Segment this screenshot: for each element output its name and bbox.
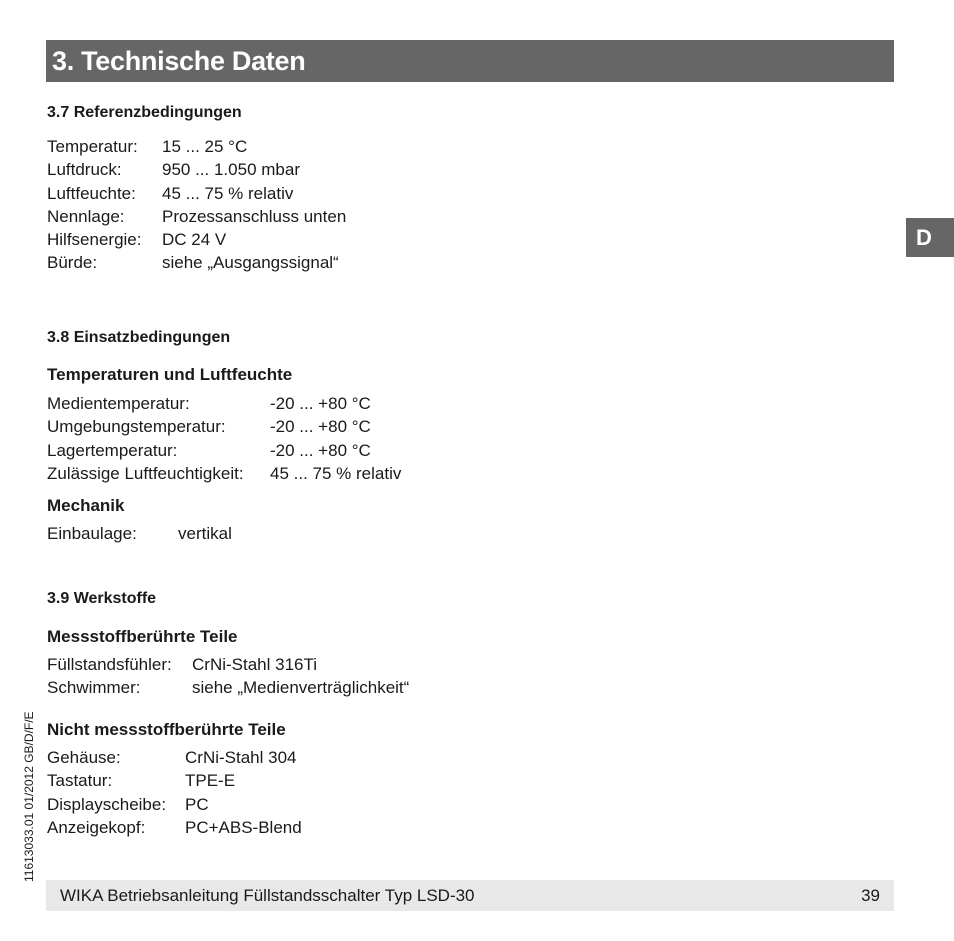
spec-row (47, 522, 232, 545)
language-tab-de[interactable]: D (906, 218, 954, 257)
spec-key: Füllstandsfühler: (47, 655, 172, 674)
spec-key: Displayscheibe: (47, 794, 167, 814)
section-title-3-8: 3.8 Einsatzbedingungen (47, 329, 231, 346)
spec-value: CrNi-Stahl 316Ti (192, 655, 318, 674)
spec-value: 45 ... 75 % relativ (270, 463, 402, 483)
spec-key: Schwimmer: (47, 678, 141, 698)
spec-row (47, 182, 346, 205)
spec-row (47, 415, 401, 438)
spec-key: Medientemperatur: (47, 394, 190, 413)
spec-value: siehe „Ausgangssignal“ (162, 253, 339, 273)
subsection-title-wetted-parts: Messstoffberührte Teile (47, 627, 238, 646)
subsection-title-temperatures: Temperaturen und Luftfeuchte (47, 365, 293, 384)
subsection-title-mechanics: Mechanik (47, 496, 125, 515)
spec-value: 15 ... 25 °C (162, 137, 248, 156)
spec-row (47, 769, 302, 792)
spec-value: -20 ... +80 °C (270, 394, 371, 413)
section-title-3-7: 3.7 Referenzbedingungen (47, 104, 242, 121)
spec-value: PC (185, 794, 209, 814)
spec-value: Prozessanschluss unten (162, 206, 347, 226)
spec-value: CrNi-Stahl 304 (185, 748, 297, 767)
spec-key: Gehäuse: (47, 748, 121, 767)
section-title-3-9: 3.9 Werkstoffe (47, 590, 157, 607)
document-code: 11613033.01 01/2012 GB/D/F/E (22, 711, 36, 882)
spec-key: Luftdruck: (47, 160, 122, 180)
spec-value: TPE-E (185, 771, 236, 791)
spec-row (47, 158, 346, 181)
spec-key: Umgebungstemperatur: (47, 417, 226, 437)
footer (46, 880, 894, 911)
spec-key: Lagertemperatur: (47, 440, 178, 460)
spec-key: Einbaulage: (47, 524, 137, 543)
reference-conditions-list (47, 135, 346, 275)
spec-value: -20 ... +80 °C (270, 440, 371, 460)
spec-key: Nennlage: (47, 206, 125, 226)
spec-key: Temperatur: (47, 137, 138, 156)
spec-row (47, 228, 346, 251)
spec-row (47, 135, 346, 158)
spec-key: Zulässige Luftfeuchtigkeit: (47, 463, 244, 483)
spec-row (47, 793, 302, 816)
non-wetted-parts-list (47, 746, 302, 839)
footer-text: WIKA Betriebsanleitung Füllstandsschalter Typ LSD-30 (60, 886, 475, 905)
spec-row (47, 676, 409, 699)
spec-value: 950 ... 1.050 mbar (162, 160, 300, 180)
spec-key: Luftfeuchte: (47, 183, 136, 203)
page-number: 39 (861, 886, 880, 905)
spec-value: -20 ... +80 °C (270, 417, 371, 437)
spec-row (47, 746, 302, 769)
spec-value: DC 24 V (162, 230, 227, 250)
page-title: 3. Technische Daten (46, 40, 894, 82)
spec-row (47, 653, 409, 676)
mechanics-list (47, 522, 232, 545)
wetted-parts-list (47, 653, 409, 700)
spec-value: 45 ... 75 % relativ (162, 183, 294, 203)
spec-key: Anzeigekopf: (47, 817, 146, 837)
spec-row (47, 251, 346, 274)
subsection-title-non-wetted-parts: Nicht messstoffberührte Teile (47, 720, 286, 739)
spec-value: PC+ABS-Blend (185, 817, 302, 837)
spec-row (47, 462, 401, 485)
spec-row (47, 816, 302, 839)
spec-key: Bürde: (47, 253, 98, 273)
spec-value: siehe „Medienverträglichkeit“ (192, 678, 410, 698)
spec-row (47, 205, 346, 228)
spec-key: Hilfsenergie: (47, 230, 142, 250)
spec-value: vertikal (178, 524, 232, 543)
spec-row (47, 392, 401, 415)
spec-row (47, 439, 401, 462)
spec-key: Tastatur: (47, 771, 113, 791)
temperature-conditions-list (47, 392, 401, 485)
